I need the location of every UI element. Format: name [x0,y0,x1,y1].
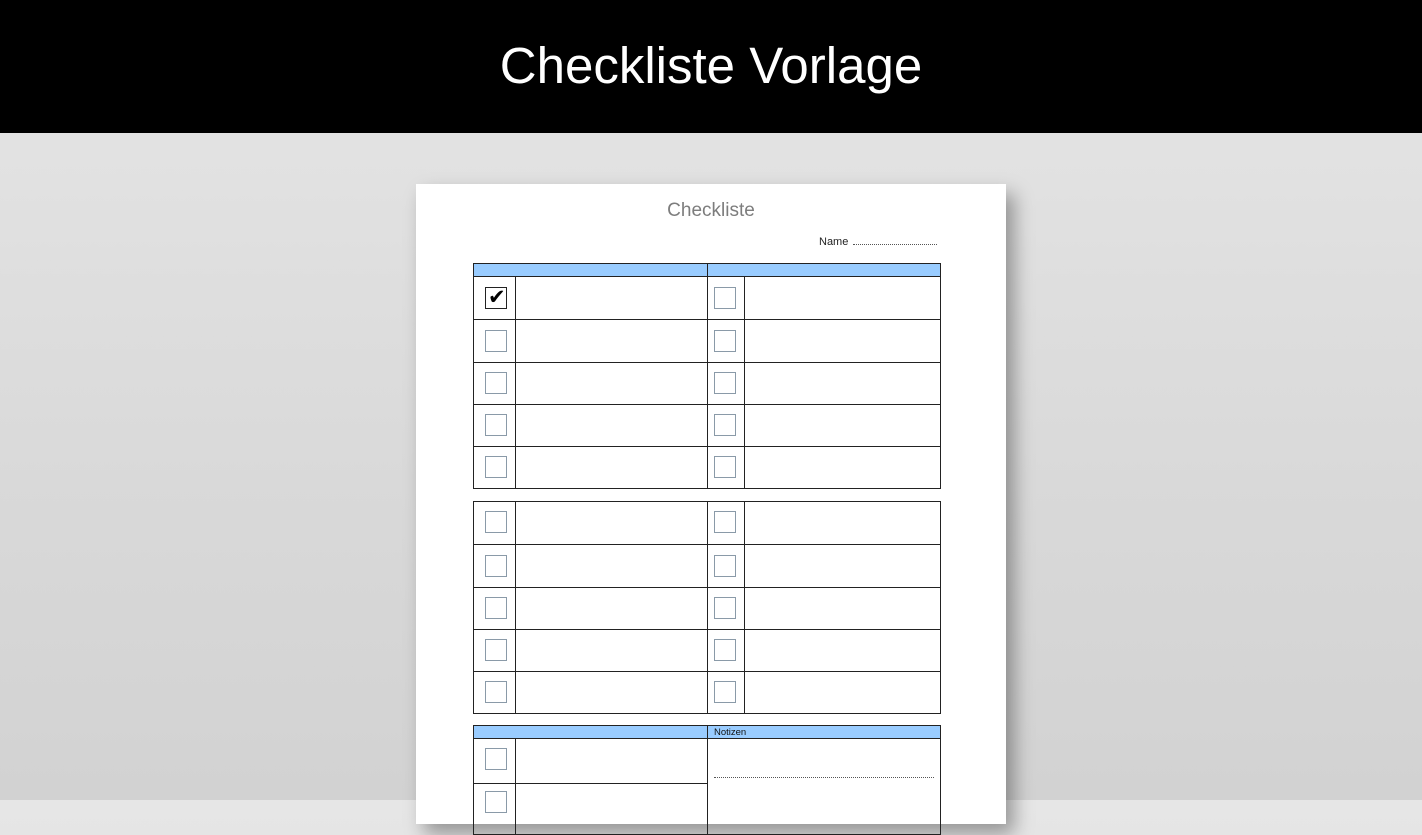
checkbox-column-divider [744,277,745,488]
row-divider [474,544,940,545]
checklist-document [416,184,1006,824]
name-field [819,236,937,248]
checkbox[interactable] [714,597,736,619]
checklist-block-1 [473,263,941,489]
column-divider [707,502,708,713]
row-divider [474,404,940,405]
checklist-block-3 [473,725,941,835]
checkbox[interactable] [485,555,507,577]
checkbox[interactable] [714,681,736,703]
notes-label: Notizen [714,727,747,738]
checkbox[interactable] [485,791,507,813]
column-divider [707,264,708,488]
name-label: Name [819,236,849,248]
row-divider [474,783,707,784]
column-divider [707,726,708,834]
checkbox[interactable] [714,330,736,352]
checkmark-icon: ✔ [488,285,506,309]
name-dotted-line [853,236,937,245]
banner [0,0,1422,133]
checkbox[interactable] [714,414,736,436]
checkbox-column-divider [515,502,516,713]
row-divider [474,446,940,447]
banner-title: Checkliste Vorlage [499,37,923,94]
row-divider [474,587,940,588]
checkbox[interactable] [485,597,507,619]
checkbox[interactable] [485,414,507,436]
checkbox[interactable] [714,287,736,309]
checklist-block-2 [473,501,941,714]
checkbox[interactable] [714,372,736,394]
row-divider [474,629,940,630]
checkbox-column-divider [515,277,516,488]
notes-dotted-line [714,777,934,778]
checkbox[interactable] [714,511,736,533]
row-divider [474,362,940,363]
document-title: Checkliste [667,200,755,221]
checkbox[interactable] [485,511,507,533]
checkbox-checked[interactable] [485,287,507,309]
checkbox[interactable] [485,372,507,394]
checkbox[interactable] [485,456,507,478]
checkbox[interactable] [485,639,507,661]
checkbox[interactable] [714,456,736,478]
checkbox-column-divider [515,739,516,834]
checkbox[interactable] [485,330,507,352]
checkbox[interactable] [714,639,736,661]
checkbox-column-divider [744,502,745,713]
row-divider [474,671,940,672]
checkbox[interactable] [485,681,507,703]
checkbox[interactable] [485,748,507,770]
checkbox[interactable] [714,555,736,577]
row-divider [474,319,940,320]
